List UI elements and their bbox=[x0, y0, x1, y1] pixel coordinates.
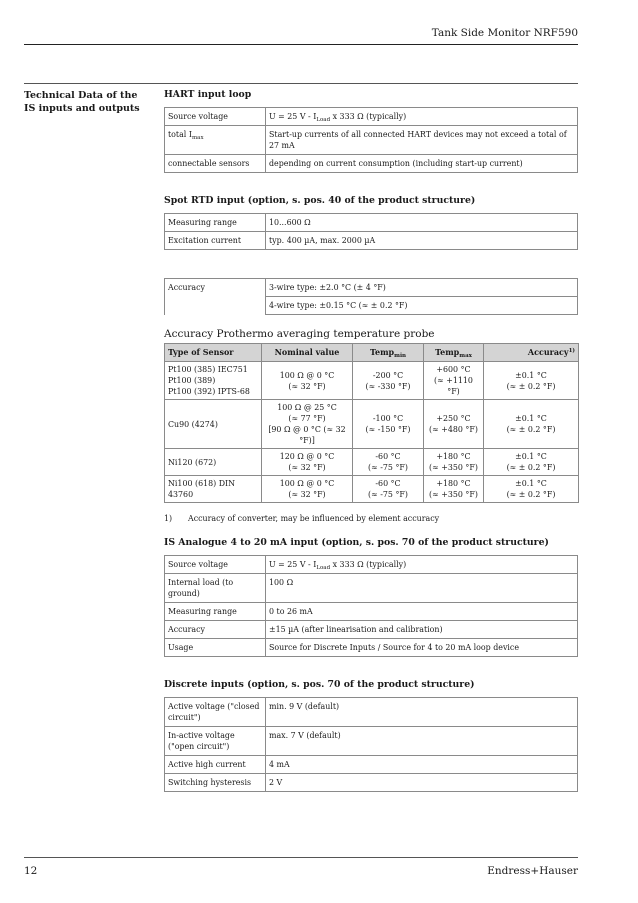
table-row bbox=[165, 756, 578, 774]
cell-line: (≈ 32 °F) bbox=[288, 463, 326, 472]
cell-line: (≈ -330 °F) bbox=[365, 381, 411, 391]
table-row bbox=[165, 108, 578, 126]
cell-line: Pt100 (392) IPTS-68 bbox=[168, 387, 250, 396]
cell-line: 120 Ω @ 0 °C bbox=[279, 452, 335, 461]
discrete-heading: Discrete inputs (option, s. pos. 70 of the product structure) bbox=[164, 679, 475, 690]
rtd-range-value: 10...600 Ω bbox=[266, 214, 578, 232]
nominal-value-cell bbox=[262, 449, 353, 476]
hart-source-voltage-value: U = 25 V - $I_{Load}$ x 333 Ω (typically) bbox=[266, 108, 578, 126]
discrete-hysteresis-label: Switching hysteresis bbox=[165, 774, 266, 792]
cell-line: (≈ ± 0.2 °F) bbox=[506, 463, 556, 472]
temp-max-cell bbox=[424, 449, 484, 476]
footer-rule bbox=[24, 857, 578, 858]
nominal-value-cell bbox=[262, 476, 353, 503]
analogue-heading: IS Analogue 4 to 20 mA input (option, s. pos. 70 of the product structure) bbox=[164, 537, 549, 548]
sensor-type-cell bbox=[165, 476, 262, 503]
cell-line: [90 Ω @ 0 °C (≈ 32 °F)] bbox=[268, 425, 346, 445]
hart-source-voltage-label: Source voltage bbox=[165, 108, 266, 126]
cell-line: -100 °C bbox=[372, 414, 404, 423]
cell-line: ±0.1 °C bbox=[515, 414, 547, 423]
temp-max-cell bbox=[424, 362, 484, 400]
table-row bbox=[165, 574, 578, 603]
discrete-table bbox=[164, 697, 578, 792]
analogue-table bbox=[164, 555, 578, 657]
table-row bbox=[165, 449, 579, 476]
cell-line: ±0.1 °C bbox=[515, 479, 547, 488]
table-row bbox=[165, 362, 579, 400]
probe-table bbox=[164, 343, 579, 503]
col-tmin-header: Temp$_{min}$ bbox=[353, 344, 424, 362]
rtd-heading: Spot RTD input (option, s. pos. 40 of the product structure) bbox=[164, 195, 476, 206]
sensor-type-cell bbox=[165, 362, 262, 400]
accuracy-cell bbox=[484, 476, 579, 503]
table-row bbox=[165, 698, 578, 727]
analogue-source-voltage-value: U = 25 V - $I_{Load}$ x 333 Ω (typically) bbox=[266, 556, 578, 574]
cell-line: (≈ -75 °F) bbox=[368, 463, 408, 472]
table-row bbox=[165, 774, 578, 792]
document-header-title: Tank Side Monitor NRF590 bbox=[431, 27, 578, 39]
temp-min-cell bbox=[353, 362, 424, 400]
temp-max-cell bbox=[424, 476, 484, 503]
analogue-usage-label: Usage bbox=[165, 639, 266, 657]
cell-line: (≈ 32 °F) bbox=[288, 490, 326, 499]
cell-line: -60 °C bbox=[375, 479, 401, 488]
header-rule bbox=[24, 44, 578, 45]
hart-heading: HART input loop bbox=[164, 89, 252, 100]
cell-line: +600 °C bbox=[436, 365, 471, 374]
sensor-type-cell bbox=[165, 400, 262, 449]
sensor-type-cell bbox=[165, 449, 262, 476]
col-accuracy-header: Accuracy$^{1)}$ bbox=[484, 344, 579, 362]
hart-table bbox=[164, 107, 578, 173]
cell-line: 100 Ω @ 0 °C bbox=[279, 370, 335, 380]
rtd-excitation-label: Excitation current bbox=[165, 232, 266, 250]
table-row bbox=[165, 214, 578, 232]
footnote-text: Accuracy of converter, may be influenced by element accuracy bbox=[188, 514, 440, 523]
accuracy-cell bbox=[484, 449, 579, 476]
rtd-accuracy-table bbox=[164, 278, 578, 315]
table-row bbox=[165, 155, 578, 173]
hart-sensors-value: depending on current consumption (including start-up current) bbox=[266, 155, 578, 173]
cell-line: +180 °C bbox=[436, 452, 471, 461]
table-row bbox=[165, 126, 578, 155]
page-number: 12 bbox=[24, 865, 38, 877]
discrete-inactive-voltage-label: In-active voltage ("open circuit") bbox=[165, 727, 266, 756]
discrete-active-voltage-value: min. 9 V (default) bbox=[266, 698, 578, 727]
discrete-active-current-value: 4 mA bbox=[266, 756, 578, 774]
cell-line: (≈ -150 °F) bbox=[365, 425, 411, 434]
col-tmax-header: Temp$_{max}$ bbox=[424, 344, 484, 362]
brand-name: Endress+Hauser bbox=[487, 865, 578, 877]
analogue-accuracy-label: Accuracy bbox=[165, 621, 266, 639]
footnote-number: 1) bbox=[164, 514, 173, 523]
hart-total-imax-label: total $I_{max}$ bbox=[165, 126, 266, 155]
cell-line: (≈ 32 °F) bbox=[288, 381, 326, 391]
discrete-inactive-voltage-value: max. 7 V (default) bbox=[266, 727, 578, 756]
rtd-excitation-value: typ. 400 µA, max. 2000 µA bbox=[266, 232, 578, 250]
discrete-active-voltage-label: Active voltage ("closed circuit") bbox=[165, 698, 266, 727]
cell-line: ±0.1 °C bbox=[515, 452, 547, 461]
footnote bbox=[164, 514, 578, 523]
section-side-title: Technical Data of the IS inputs and outputs bbox=[24, 90, 140, 114]
rtd-range-label: Measuring range bbox=[165, 214, 266, 232]
table-header-row bbox=[165, 344, 579, 362]
table-row bbox=[165, 727, 578, 756]
discrete-active-current-label: Active high current bbox=[165, 756, 266, 774]
table-row bbox=[165, 603, 578, 621]
cell-line: ±0.1 °C bbox=[515, 370, 547, 380]
nominal-value-cell bbox=[262, 400, 353, 449]
cell-line: Pt100 (385) IEC751 bbox=[168, 365, 248, 374]
cell-line: (≈ ± 0.2 °F) bbox=[506, 381, 556, 391]
cell-line: (≈ +480 °F) bbox=[429, 425, 478, 434]
cell-line: (≈ 77 °F) bbox=[288, 414, 326, 423]
analogue-load-label: Internal load (to ground) bbox=[165, 574, 266, 603]
accuracy-cell bbox=[484, 362, 579, 400]
analogue-range-value: 0 to 26 mA bbox=[266, 603, 578, 621]
main-content bbox=[164, 89, 578, 792]
table-row bbox=[165, 621, 578, 639]
table-row bbox=[165, 639, 578, 657]
temp-min-cell bbox=[353, 476, 424, 503]
cell-line: 100 Ω @ 25 °C bbox=[277, 403, 337, 412]
cell-line: Cu90 (4274) bbox=[168, 419, 218, 429]
cell-line: (≈ ± 0.2 °F) bbox=[506, 425, 556, 434]
analogue-accuracy-value: ±15 µA (after linearisation and calibration) bbox=[266, 621, 578, 639]
table-row bbox=[165, 400, 579, 449]
rtd-accuracy-3wire: 3-wire type: ±2.0 °C (± 4 °F) bbox=[266, 279, 578, 297]
hart-sensors-label: connectable sensors bbox=[165, 155, 266, 173]
analogue-range-label: Measuring range bbox=[165, 603, 266, 621]
cell-line: -60 °C bbox=[375, 452, 401, 461]
accuracy-cell bbox=[484, 400, 579, 449]
rtd-accuracy-4wire: 4-wire type: ±0.15 °C (≈ ± 0.2 °F) bbox=[266, 297, 578, 315]
nominal-value-cell bbox=[262, 362, 353, 400]
rtd-table bbox=[164, 213, 578, 250]
analogue-usage-value: Source for Discrete Inputs / Source for 4 to 20 mA loop device bbox=[266, 639, 578, 657]
discrete-hysteresis-value: 2 V bbox=[266, 774, 578, 792]
temp-min-cell bbox=[353, 449, 424, 476]
cell-line: 100 Ω @ 0 °C bbox=[279, 479, 335, 488]
cell-line: Ni100 (618) DIN 43760 bbox=[168, 479, 236, 499]
temp-max-cell bbox=[424, 400, 484, 449]
table-row bbox=[165, 476, 579, 503]
cell-line: +250 °C bbox=[436, 414, 471, 423]
cell-line: (≈ +350 °F) bbox=[429, 490, 478, 499]
analogue-source-voltage-label: Source voltage bbox=[165, 556, 266, 574]
rtd-accuracy-label: Accuracy bbox=[165, 279, 266, 315]
table-row bbox=[165, 279, 578, 297]
col-type-header: Type of Sensor bbox=[165, 344, 262, 362]
analogue-load-value: 100 Ω bbox=[266, 574, 578, 603]
temp-min-cell bbox=[353, 400, 424, 449]
cell-line: (≈ ± 0.2 °F) bbox=[506, 490, 556, 499]
cell-line: (≈ +350 °F) bbox=[429, 463, 478, 472]
section-rule bbox=[24, 83, 578, 84]
cell-line: Pt100 (389) bbox=[168, 376, 216, 385]
cell-line: (≈ +1110 °F) bbox=[434, 376, 473, 396]
probe-heading: Accuracy Prothermo averaging temperature probe bbox=[164, 328, 435, 340]
table-row bbox=[165, 556, 578, 574]
cell-line: +180 °C bbox=[436, 479, 471, 488]
cell-line: (≈ -75 °F) bbox=[368, 490, 408, 499]
table-row bbox=[165, 232, 578, 250]
hart-total-imax-value: Start-up currents of all connected HART devices may not exceed a total of 27 mA bbox=[266, 126, 578, 155]
cell-line: Ni120 (672) bbox=[168, 457, 217, 467]
col-nominal-header: Nominal value bbox=[262, 344, 353, 362]
cell-line: -200 °C bbox=[372, 370, 404, 380]
